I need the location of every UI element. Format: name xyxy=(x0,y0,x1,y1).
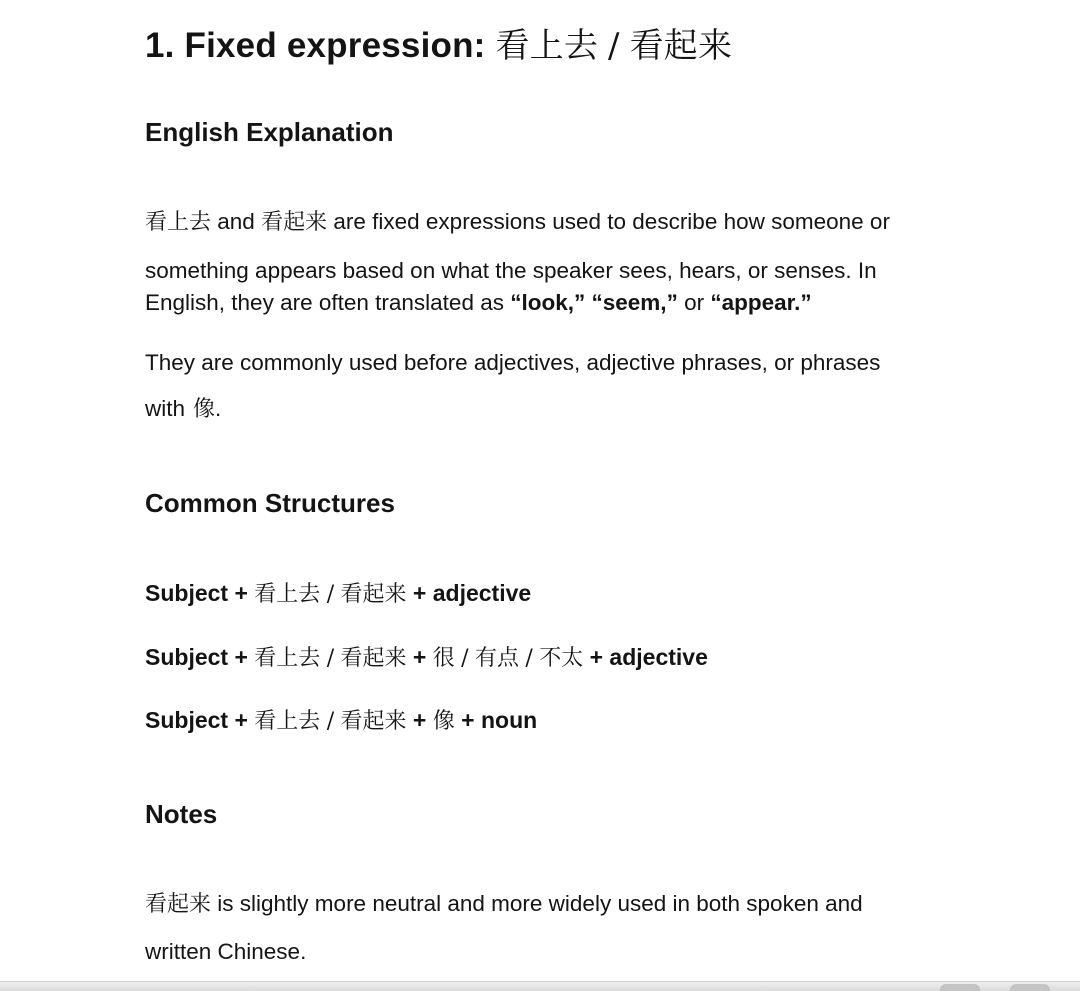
expression-b: 看起来 xyxy=(261,210,328,235)
structure-tail: + adjective xyxy=(589,644,708,670)
translation-lead: English, they are often translated as xyxy=(145,290,504,315)
structure-subject: Subject + xyxy=(145,707,248,733)
structure-plus: + xyxy=(412,707,427,733)
structure-row-3 xyxy=(145,709,537,733)
structure-subject: Subject + xyxy=(145,580,248,606)
structure-row-1 xyxy=(145,582,531,606)
structure-plus: + xyxy=(412,644,427,670)
explanation-line-1 xyxy=(145,211,890,234)
structure-slash: / xyxy=(461,646,469,671)
notes-rest: is slightly more neutral and more widely used in both spoken and xyxy=(217,891,863,916)
notes-line-1 xyxy=(145,893,863,916)
notes-heading: Notes xyxy=(145,799,218,829)
explanation-rest: are fixed expressions used to describe how someone or xyxy=(333,209,890,234)
structure-slash: / xyxy=(326,709,335,734)
or-text: or xyxy=(684,290,705,315)
usage-line-1: They are commonly used before adjectives, adjective phrases, or phrases xyxy=(145,350,881,375)
title-slash: / xyxy=(608,26,620,66)
structure-slash: / xyxy=(326,582,335,607)
explanation-line-3 xyxy=(145,292,812,315)
explanation-line-2: something appears based on what the speaker sees, hears, or senses. In xyxy=(145,258,877,283)
structure-expression-b: 看起来 xyxy=(340,582,407,607)
expression-a: 看上去 xyxy=(145,210,212,235)
modifier-youdian: 有点 xyxy=(474,646,519,671)
title-prefix: 1. Fixed expression: xyxy=(145,26,486,65)
translation-appear: “appear.” xyxy=(710,290,812,315)
common-structures-heading: Common Structures xyxy=(145,488,395,518)
xiang-char: 像 xyxy=(193,397,216,422)
title-expression-b: 看起来 xyxy=(629,26,733,66)
structure-expression-b: 看起来 xyxy=(340,709,407,734)
toolbar-button[interactable] xyxy=(940,984,980,991)
english-explanation-heading: English Explanation xyxy=(145,117,394,147)
structure-expression-a: 看上去 xyxy=(254,582,321,607)
title-expression-a: 看上去 xyxy=(495,26,599,66)
toolbar-button[interactable] xyxy=(1010,984,1050,991)
translation-seem: “seem,” xyxy=(591,290,678,315)
modifier-butai: 不太 xyxy=(539,646,584,671)
page-title xyxy=(145,18,732,67)
structure-slash: / xyxy=(525,646,533,671)
structure-expression-a: 看上去 xyxy=(254,646,321,671)
structure-slash: / xyxy=(326,646,335,671)
modifier-xiang: 像 xyxy=(432,709,455,734)
notes-line-2: written Chinese. xyxy=(145,939,307,964)
with-text: with xyxy=(145,396,186,421)
translation-look: “look,” xyxy=(510,290,586,315)
and-text: and xyxy=(217,209,255,234)
notes-expression: 看起来 xyxy=(145,892,212,917)
structure-tail: + adjective xyxy=(412,580,532,606)
usage-period: . xyxy=(215,396,222,421)
structure-expression-b: 看起来 xyxy=(340,646,407,671)
structure-subject: Subject + xyxy=(145,644,248,670)
structure-tail: + noun xyxy=(461,707,538,733)
usage-line-2 xyxy=(145,398,221,421)
modifier-hen: 很 xyxy=(432,646,455,671)
structure-expression-a: 看上去 xyxy=(254,709,321,734)
bottom-toolbar-edge xyxy=(0,981,1080,991)
structure-row-2 xyxy=(145,646,708,670)
